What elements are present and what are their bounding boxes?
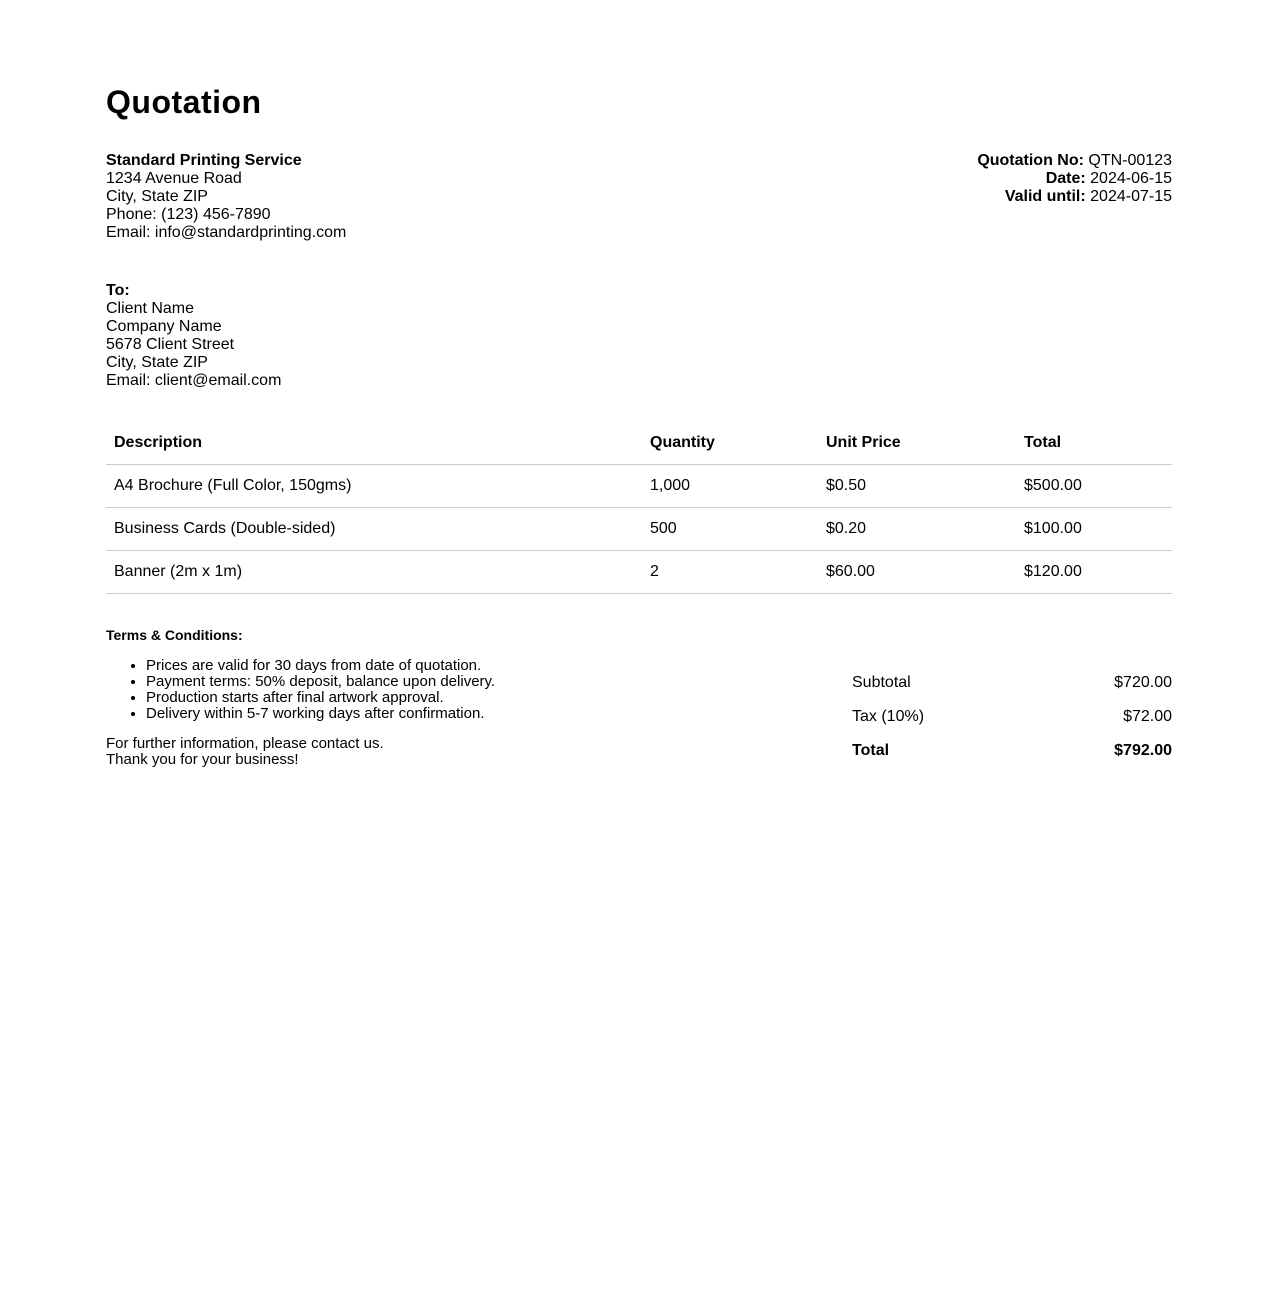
item-quantity: 500 bbox=[642, 508, 818, 551]
client-email: Email: client@email.com bbox=[106, 372, 282, 389]
company-email: Email: info@standardprinting.com bbox=[106, 224, 347, 241]
item-description: A4 Brochure (Full Color, 150gms) bbox=[106, 465, 642, 508]
header-total: Total bbox=[1016, 422, 1172, 465]
quotation-date-label: Date: bbox=[1045, 170, 1086, 187]
header-quantity: Quantity bbox=[642, 422, 818, 465]
items-table bbox=[106, 422, 1172, 594]
item-quantity: 2 bbox=[642, 551, 818, 594]
item-quantity: 1,000 bbox=[642, 465, 818, 508]
company-info bbox=[106, 152, 346, 242]
tax-amount: $72.00 bbox=[1123, 708, 1172, 725]
table-row bbox=[106, 508, 1172, 551]
client-info bbox=[106, 282, 281, 390]
list-item: • Production starts after final artwork approval. bbox=[146, 690, 706, 706]
grand-total-amount: $792.00 bbox=[1114, 742, 1172, 759]
quotation-date-row bbox=[977, 170, 1172, 188]
header-description: Description bbox=[106, 422, 642, 465]
item-total: $120.00 bbox=[1016, 551, 1172, 594]
list-item: • Delivery within 5-7 working days after confirmation. bbox=[146, 706, 706, 722]
item-total: $100.00 bbox=[1016, 508, 1172, 551]
item-unit-price: $60.00 bbox=[818, 551, 1016, 594]
contact-note: For further information, please contact us. bbox=[106, 735, 384, 752]
client-company: Company Name bbox=[106, 318, 222, 335]
page-title: Quotation bbox=[106, 84, 262, 120]
quotation-number-label: Quotation No: bbox=[977, 152, 1084, 169]
terms-heading: Terms & Conditions: bbox=[106, 627, 243, 643]
grand-total-row bbox=[852, 734, 1172, 768]
terms-list bbox=[106, 658, 706, 722]
client-label: To: bbox=[106, 282, 130, 299]
tax-row bbox=[852, 700, 1172, 734]
client-street: 5678 Client Street bbox=[106, 336, 235, 353]
terms-section bbox=[106, 626, 706, 768]
thank-you-note: Thank you for your business! bbox=[106, 751, 299, 768]
subtotal-row bbox=[852, 666, 1172, 700]
quotation-number-row bbox=[977, 152, 1172, 170]
header-unit-price: Unit Price bbox=[818, 422, 1016, 465]
table-row bbox=[106, 551, 1172, 594]
quotation-valid-label: Valid until: bbox=[1004, 188, 1086, 205]
items-header-row bbox=[106, 422, 1172, 465]
quotation-number: QTN-00123 bbox=[1088, 152, 1172, 169]
list-item: • Prices are valid for 30 days from date of quotation. bbox=[146, 658, 706, 674]
company-city: City, State ZIP bbox=[106, 188, 208, 205]
table-row bbox=[106, 465, 1172, 508]
terms-footer bbox=[106, 736, 706, 768]
item-description: Business Cards (Double-sided) bbox=[106, 508, 642, 551]
company-address: 1234 Avenue Road bbox=[106, 170, 242, 187]
quotation-valid-row bbox=[977, 188, 1172, 206]
item-description: Banner (2m x 1m) bbox=[106, 551, 642, 594]
subtotal-label: Subtotal bbox=[852, 674, 911, 691]
grand-total-label: Total bbox=[852, 742, 890, 759]
item-total: $500.00 bbox=[1016, 465, 1172, 508]
quotation-date: 2024-06-15 bbox=[1090, 170, 1172, 187]
client-name: Client Name bbox=[106, 300, 195, 317]
item-unit-price: $0.20 bbox=[818, 508, 1016, 551]
subtotal-amount: $720.00 bbox=[1114, 674, 1172, 691]
tax-label: Tax (10%) bbox=[852, 708, 925, 725]
company-phone: Phone: (123) 456-7890 bbox=[106, 206, 271, 223]
quotation-valid-until: 2024-07-15 bbox=[1090, 188, 1172, 205]
company-name: Standard Printing Service bbox=[106, 152, 302, 169]
list-item: • Payment terms: 50% deposit, balance upon delivery. bbox=[146, 674, 706, 690]
client-city: City, State ZIP bbox=[106, 354, 208, 371]
quotation-meta bbox=[977, 152, 1172, 206]
item-unit-price: $0.50 bbox=[818, 465, 1016, 508]
totals-table bbox=[852, 666, 1172, 768]
